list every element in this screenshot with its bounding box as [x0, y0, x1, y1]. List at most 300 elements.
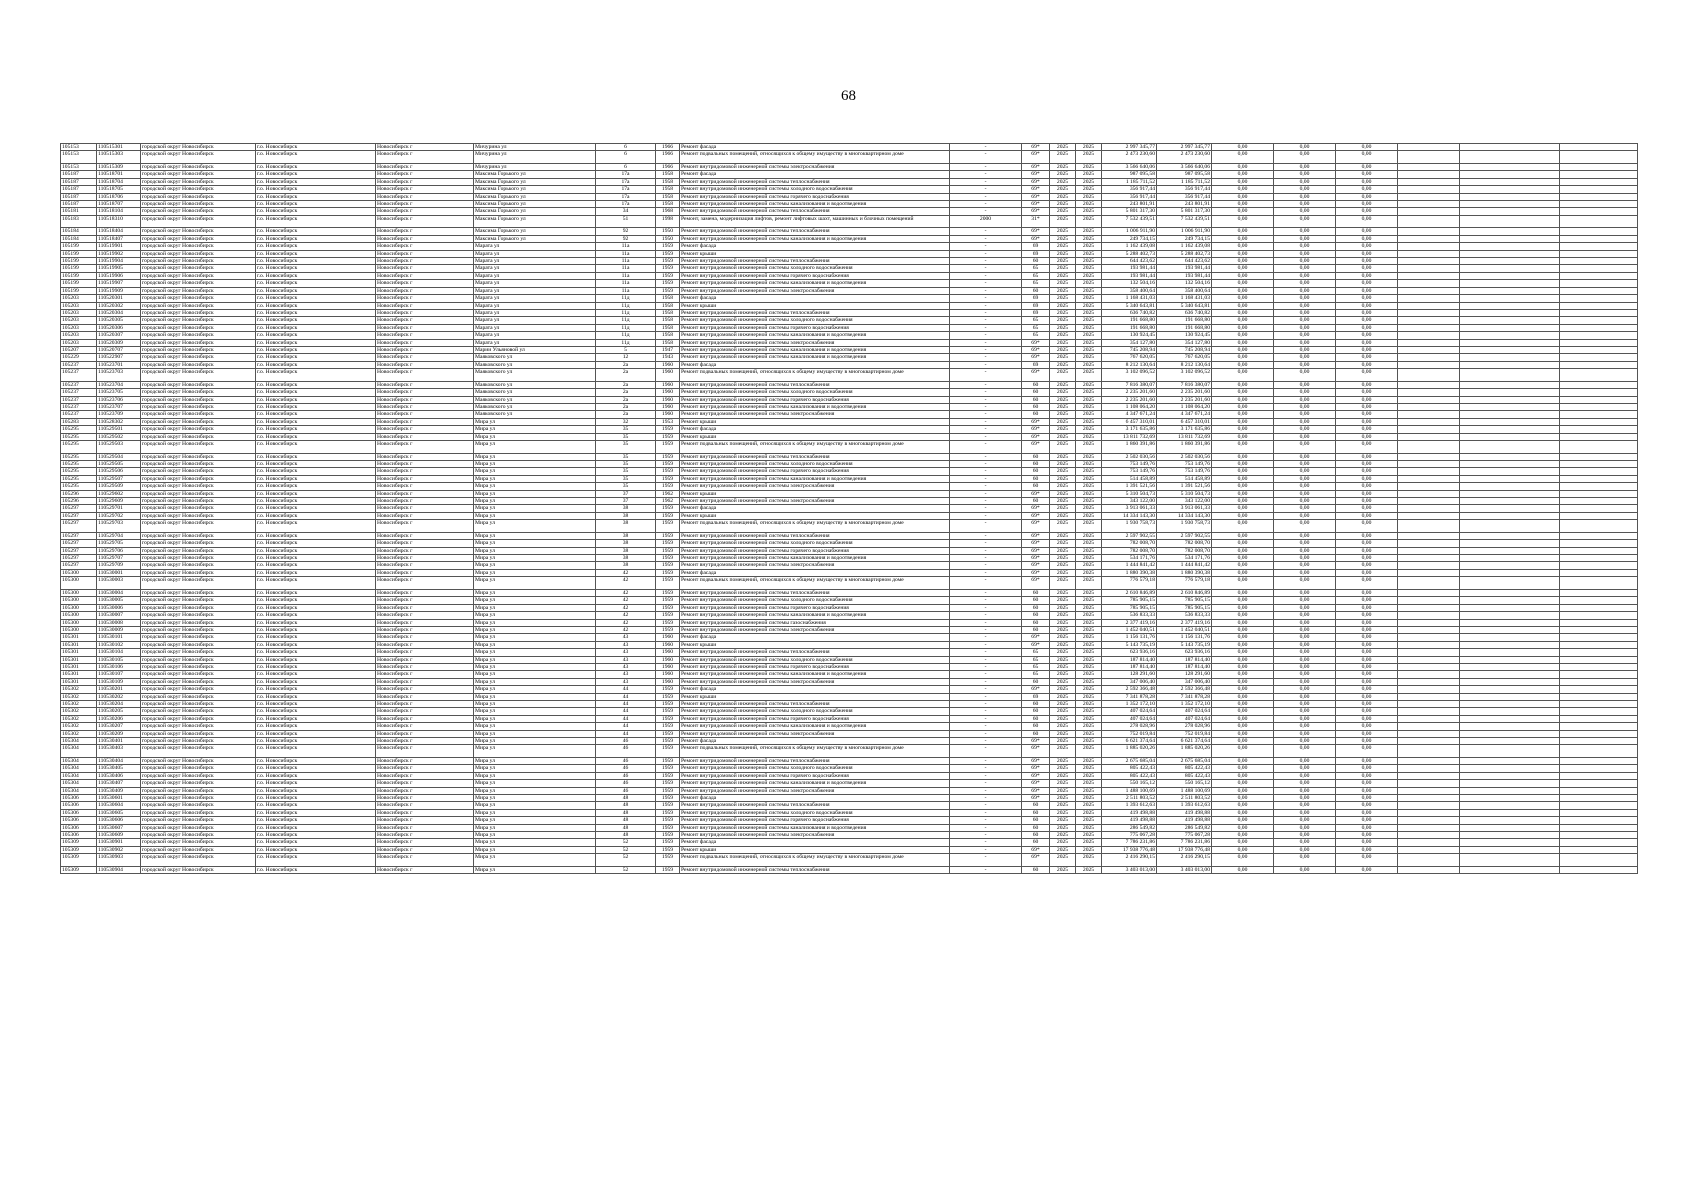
cell-cost-fund: 785 905,15 — [1157, 597, 1212, 604]
cell-locality: Новосибирск г — [376, 589, 474, 596]
cell-municipality: г.о. Новосибирск — [256, 730, 376, 737]
cell-street: Мира ул — [474, 612, 596, 619]
cell-empty — [1560, 324, 1638, 331]
cell-plan-end-year: 2025 — [1076, 809, 1102, 816]
cell-work-type: Ремонт внутридомовой инженерной системы горячего водоснабжения — [680, 193, 950, 200]
cell-wear-percent: 69* — [1022, 512, 1050, 519]
cell-cost-budget-federal: 0,00 — [1212, 361, 1274, 368]
cell-empty — [1560, 730, 1638, 737]
cell-total-cost: 767 620,05 — [1102, 354, 1157, 361]
cell-work-type: Ремонт фасада — [680, 361, 950, 368]
cell-cost-budget-local: 0,00 — [1336, 381, 1398, 388]
cell-lift-year: - — [950, 730, 1022, 737]
cell-work-id: 110530109 — [97, 678, 141, 685]
cell-build-year: 1959 — [656, 693, 680, 700]
cell-cost-fund: 776 579,18 — [1157, 577, 1212, 590]
cell-work-type: Ремонт внутридомовой инженерной системы теплоснабжения — [680, 802, 950, 809]
cell-total-cost: 753 149,76 — [1102, 468, 1157, 475]
table-row — [61, 589, 1638, 596]
cell-house: 11а — [596, 250, 656, 257]
table-row — [61, 738, 1638, 745]
cell-municipal-district: городской округ Новосибирск — [141, 730, 256, 737]
cell-wear-percent: 60 — [1022, 381, 1050, 388]
cell-municipality: г.о. Новосибирск — [256, 634, 376, 641]
cell-municipal-district: городской округ Новосибирск — [141, 547, 256, 554]
cell-plan-end-year: 2025 — [1076, 483, 1102, 490]
cell-total-cost: 2 377 419,16 — [1102, 619, 1157, 626]
cell-cost-budget-federal: 0,00 — [1212, 604, 1274, 611]
cell-municipality: г.о. Новосибирск — [256, 758, 376, 765]
cell-building-id: 105187 — [61, 201, 97, 208]
cell-locality: Новосибирск г — [376, 824, 474, 831]
cell-build-year: 1960 — [656, 361, 680, 368]
cell-wear-percent: 60 — [1022, 824, 1050, 831]
cell-plan-start-year: 2025 — [1050, 589, 1076, 596]
cell-plan-start-year: 2025 — [1050, 381, 1076, 388]
cell-work-type: Ремонт фасада — [680, 505, 950, 512]
cell-cost-budget-regional: 0,00 — [1274, 505, 1336, 512]
cell-building-id: 105300 — [61, 589, 97, 596]
cell-street: Мира ул — [474, 715, 596, 722]
cell-municipality: г.о. Новосибирск — [256, 772, 376, 779]
cell-wear-percent: 69* — [1022, 745, 1050, 758]
cell-empty — [1560, 649, 1638, 656]
cell-municipal-district: городской округ Новосибирск — [141, 468, 256, 475]
cell-municipality: г.о. Новосибирск — [256, 396, 376, 403]
cell-cost-budget-federal: 0,00 — [1212, 317, 1274, 324]
cell-cost-fund: 2 377 419,16 — [1157, 619, 1212, 626]
cell-street: Мира ул — [474, 649, 596, 656]
cell-plan-start-year: 2025 — [1050, 498, 1076, 505]
cell-cost-fund: 805 422,43 — [1157, 772, 1212, 779]
cell-house: 17а — [596, 201, 656, 208]
cell-cost-budget-federal: 0,00 — [1212, 802, 1274, 809]
cell-plan-start-year: 2025 — [1050, 272, 1076, 279]
cell-building-id: 105304 — [61, 780, 97, 787]
cell-municipal-district: городской округ Новосибирск — [141, 418, 256, 425]
cell-wear-percent: 65 — [1022, 324, 1050, 331]
cell-house: 52 — [596, 866, 656, 873]
cell-municipality: г.о. Новосибирск — [256, 144, 376, 151]
cell-plan-start-year: 2025 — [1050, 389, 1076, 396]
cell-cost-fund: 6 621 374,64 — [1157, 738, 1212, 745]
cell-build-year: 1959 — [656, 597, 680, 604]
cell-work-id: 110518104 — [97, 208, 141, 215]
cell-empty — [1560, 780, 1638, 787]
cell-total-cost: 1 156 131,76 — [1102, 634, 1157, 641]
cell-house: 43 — [596, 656, 656, 663]
cell-build-year: 1959 — [656, 562, 680, 569]
cell-building-id: 105184 — [61, 235, 97, 242]
cell-empty — [1460, 569, 1560, 576]
cell-plan-start-year: 2025 — [1050, 765, 1076, 772]
cell-total-cost: 1 162 439,08 — [1102, 243, 1157, 250]
cell-cost-fund: 753 149,76 — [1157, 461, 1212, 468]
cell-street: Мира ул — [474, 802, 596, 809]
cell-work-id: 110530104 — [97, 649, 141, 656]
cell-wear-percent: 60 — [1022, 619, 1050, 626]
cell-cost-budget-regional: 0,00 — [1274, 758, 1336, 765]
cell-work-id: 110530003 — [97, 577, 141, 590]
cell-municipal-district: городской округ Новосибирск — [141, 361, 256, 368]
page-number: 68 — [841, 88, 856, 104]
table-row — [61, 686, 1638, 693]
cell-municipality: г.о. Новосибирск — [256, 663, 376, 670]
cell-locality: Новосибирск г — [376, 361, 474, 368]
cell-cost-budget-federal: 0,00 — [1212, 817, 1274, 824]
cell-empty — [1398, 730, 1460, 737]
cell-build-year: 1960 — [656, 634, 680, 641]
table-row — [61, 475, 1638, 482]
cell-municipal-district: городской округ Новосибирск — [141, 483, 256, 490]
cell-municipal-district: городской округ Новосибирск — [141, 809, 256, 816]
cell-work-id: 110529707 — [97, 555, 141, 562]
cell-house: 35 — [596, 433, 656, 440]
cell-house: 43 — [596, 671, 656, 678]
cell-empty — [1398, 441, 1460, 454]
cell-work-type: Ремонт внутридомовой инженерной системы холодного водоснабжения — [680, 265, 950, 272]
cell-wear-percent: 60 — [1022, 287, 1050, 294]
cell-cost-fund: 534 171,76 — [1157, 555, 1212, 562]
cell-work-type: Ремонт внутридомовой инженерной системы холодного водоснабжения — [680, 765, 950, 772]
cell-municipality: г.о. Новосибирск — [256, 441, 376, 454]
cell-empty — [1460, 839, 1560, 846]
cell-plan-end-year: 2025 — [1076, 715, 1102, 722]
cell-build-year: 1959 — [656, 795, 680, 802]
cell-build-year: 1959 — [656, 738, 680, 745]
cell-work-type: Ремонт внутридомовой инженерной системы теплоснабжения — [680, 228, 950, 235]
cell-empty — [1560, 433, 1638, 440]
cell-build-year: 1958 — [656, 295, 680, 302]
cell-plan-start-year: 2025 — [1050, 715, 1076, 722]
cell-municipal-district: городской округ Новосибирск — [141, 324, 256, 331]
cell-total-cost: 17 938 776,48 — [1102, 846, 1157, 853]
cell-cost-fund: 3 913 061,33 — [1157, 505, 1212, 512]
cell-municipality: г.о. Новосибирск — [256, 700, 376, 707]
cell-building-id: 105297 — [61, 562, 97, 569]
table-row — [61, 461, 1638, 468]
cell-cost-budget-local: 0,00 — [1336, 817, 1398, 824]
table-row — [61, 626, 1638, 633]
cell-empty — [1398, 433, 1460, 440]
table-row — [61, 532, 1638, 539]
cell-work-id: 110518706 — [97, 193, 141, 200]
register-table — [60, 143, 1638, 874]
table-row — [61, 243, 1638, 250]
cell-total-cost: 1 452 040,51 — [1102, 626, 1157, 633]
cell-total-cost: 1 885 020,26 — [1102, 745, 1157, 758]
cell-empty — [1560, 418, 1638, 425]
cell-empty — [1560, 144, 1638, 151]
cell-total-cost: 4 347 671,24 — [1102, 411, 1157, 418]
cell-empty — [1560, 555, 1638, 562]
cell-cost-budget-regional: 0,00 — [1274, 228, 1336, 235]
cell-house: 42 — [596, 626, 656, 633]
cell-work-id: 110519901 — [97, 243, 141, 250]
cell-building-id: 105199 — [61, 265, 97, 272]
cell-house: 46 — [596, 758, 656, 765]
cell-house: 42 — [596, 569, 656, 576]
cell-cost-budget-federal: 0,00 — [1212, 597, 1274, 604]
cell-empty — [1560, 839, 1638, 846]
cell-plan-start-year: 2025 — [1050, 369, 1076, 382]
cell-wear-percent: 60 — [1022, 483, 1050, 490]
cell-cost-budget-local: 0,00 — [1336, 490, 1398, 497]
cell-house: 11д — [596, 317, 656, 324]
cell-cost-budget-regional: 0,00 — [1274, 324, 1336, 331]
cell-build-year: 1958 — [656, 201, 680, 208]
cell-empty — [1460, 411, 1560, 418]
cell-empty — [1398, 686, 1460, 693]
table-row — [61, 817, 1638, 824]
cell-empty — [1460, 824, 1560, 831]
cell-cost-budget-local: 0,00 — [1336, 547, 1398, 554]
cell-cost-fund: 1 393 612,63 — [1157, 802, 1212, 809]
cell-street: Мира ул — [474, 758, 596, 765]
cell-empty — [1460, 369, 1560, 382]
cell-lift-year: - — [950, 656, 1022, 663]
cell-work-id: 110530403 — [97, 745, 141, 758]
table-row — [61, 295, 1638, 302]
cell-house: 11а — [596, 280, 656, 287]
cell-street: Мира ул — [474, 453, 596, 460]
table-row — [61, 164, 1638, 171]
cell-building-id: 105187 — [61, 186, 97, 193]
cell-plan-start-year: 2025 — [1050, 839, 1076, 846]
cell-wear-percent: 69* — [1022, 441, 1050, 454]
cell-lift-year: - — [950, 765, 1022, 772]
cell-locality: Новосибирск г — [376, 663, 474, 670]
cell-locality: Новосибирск г — [376, 532, 474, 539]
cell-locality: Новосибирск г — [376, 839, 474, 846]
cell-street: Мира ул — [474, 520, 596, 533]
cell-empty — [1398, 787, 1460, 794]
cell-work-type: Ремонт внутридомовой инженерной системы горячего водоснабжения — [680, 604, 950, 611]
cell-cost-budget-regional: 0,00 — [1274, 671, 1336, 678]
cell-plan-end-year: 2025 — [1076, 817, 1102, 824]
cell-work-type: Ремонт внутридомовой инженерной системы канализования и водоотведения — [680, 403, 950, 410]
table-row — [61, 483, 1638, 490]
cell-empty — [1398, 475, 1460, 482]
cell-empty — [1460, 520, 1560, 533]
cell-cost-fund: 358 400,64 — [1157, 287, 1212, 294]
cell-plan-start-year: 2025 — [1050, 723, 1076, 730]
cell-total-cost: 1 930 758,73 — [1102, 520, 1157, 533]
cell-street: Мира ул — [474, 817, 596, 824]
table-row — [61, 354, 1638, 361]
cell-empty — [1460, 809, 1560, 816]
cell-empty — [1398, 381, 1460, 388]
cell-work-id: 110523703 — [97, 369, 141, 382]
cell-empty — [1460, 795, 1560, 802]
cell-municipality: г.о. Новосибирск — [256, 250, 376, 257]
cell-build-year: 1960 — [656, 671, 680, 678]
cell-cost-budget-federal: 0,00 — [1212, 339, 1274, 346]
cell-locality: Новосибирск г — [376, 332, 474, 339]
cell-municipal-district: городской округ Новосибирск — [141, 490, 256, 497]
cell-cost-fund: 1 930 758,73 — [1157, 520, 1212, 533]
cell-building-id: 105295 — [61, 433, 97, 440]
cell-cost-budget-local: 0,00 — [1336, 656, 1398, 663]
cell-house: 5 — [596, 346, 656, 353]
cell-cost-budget-regional: 0,00 — [1274, 723, 1336, 730]
cell-empty — [1560, 700, 1638, 707]
cell-municipality: г.о. Новосибирск — [256, 235, 376, 242]
cell-work-id: 110523706 — [97, 396, 141, 403]
cell-municipality: г.о. Новосибирск — [256, 369, 376, 382]
cell-cost-fund: 1 452 040,51 — [1157, 626, 1212, 633]
cell-municipal-district: городской округ Новосибирск — [141, 626, 256, 633]
cell-plan-end-year: 2025 — [1076, 824, 1102, 831]
cell-work-type: Ремонт внутридомовой инженерной системы канализования и водоотведения — [680, 824, 950, 831]
cell-locality: Новосибирск г — [376, 243, 474, 250]
table-row — [61, 369, 1638, 382]
cell-work-id: 110530407 — [97, 780, 141, 787]
cell-municipality: г.о. Новосибирск — [256, 612, 376, 619]
cell-cost-budget-regional: 0,00 — [1274, 730, 1336, 737]
cell-cost-budget-local: 0,00 — [1336, 641, 1398, 648]
cell-municipal-district: городской округ Новосибирск — [141, 178, 256, 185]
cell-cost-budget-local: 0,00 — [1336, 235, 1398, 242]
cell-work-type: Ремонт внутридомовой инженерной системы электроснабжения — [680, 339, 950, 346]
cell-municipality: г.о. Новосибирск — [256, 723, 376, 730]
cell-cost-fund: 5 288 402,73 — [1157, 250, 1212, 257]
cell-work-type: Ремонт внутридомовой инженерной системы холодного водоснабжения — [680, 708, 950, 715]
cell-building-id: 105297 — [61, 512, 97, 519]
cell-total-cost: 636 740,82 — [1102, 309, 1157, 316]
cell-build-year: 1947 — [656, 346, 680, 353]
cell-municipal-district: городской округ Новосибирск — [141, 656, 256, 663]
cell-empty — [1460, 433, 1560, 440]
cell-empty — [1460, 772, 1560, 779]
cell-cost-fund: 805 422,43 — [1157, 765, 1212, 772]
cell-cost-budget-local: 0,00 — [1336, 193, 1398, 200]
cell-wear-percent: 69* — [1022, 235, 1050, 242]
cell-cost-budget-local: 0,00 — [1336, 730, 1398, 737]
cell-empty — [1398, 403, 1460, 410]
cell-street: Мира ул — [474, 795, 596, 802]
cell-municipal-district: городской округ Новосибирск — [141, 589, 256, 596]
cell-street: Маяковского ул — [474, 369, 596, 382]
cell-municipality: г.о. Новосибирск — [256, 208, 376, 215]
cell-empty — [1560, 258, 1638, 265]
cell-build-year: 1959 — [656, 758, 680, 765]
cell-work-type: Ремонт внутридомовой инженерной системы электроснабжения — [680, 287, 950, 294]
cell-plan-start-year: 2025 — [1050, 787, 1076, 794]
cell-total-cost: 13 811 732,69 — [1102, 433, 1157, 440]
cell-build-year: 1959 — [656, 483, 680, 490]
table-row — [61, 151, 1638, 164]
cell-build-year: 1950 — [656, 228, 680, 235]
cell-empty — [1398, 144, 1460, 151]
cell-total-cost: 623 936,16 — [1102, 649, 1157, 656]
table-row — [61, 846, 1638, 853]
cell-building-id: 105181 — [61, 208, 97, 215]
cell-plan-end-year: 2025 — [1076, 723, 1102, 730]
cell-locality: Новосибирск г — [376, 317, 474, 324]
cell-cost-budget-regional: 0,00 — [1274, 490, 1336, 497]
cell-empty — [1398, 520, 1460, 533]
cell-total-cost: 1 880 390,38 — [1102, 569, 1157, 576]
cell-cost-budget-regional: 0,00 — [1274, 866, 1336, 873]
cell-building-id: 105301 — [61, 641, 97, 648]
cell-empty — [1560, 193, 1638, 200]
cell-street: Максима Горького ул — [474, 208, 596, 215]
cell-plan-end-year: 2025 — [1076, 686, 1102, 693]
cell-wear-percent: 69* — [1022, 795, 1050, 802]
cell-empty — [1398, 547, 1460, 554]
cell-wear-percent: 69* — [1022, 854, 1050, 867]
cell-plan-start-year: 2025 — [1050, 186, 1076, 193]
cell-empty — [1560, 426, 1638, 433]
cell-plan-end-year: 2025 — [1076, 589, 1102, 596]
cell-empty — [1398, 597, 1460, 604]
cell-municipal-district: городской округ Новосибирск — [141, 597, 256, 604]
cell-lift-year: - — [950, 619, 1022, 626]
cell-cost-budget-federal: 0,00 — [1212, 243, 1274, 250]
cell-wear-percent: 69 — [1022, 250, 1050, 257]
table-row — [61, 520, 1638, 533]
cell-lift-year: - — [950, 505, 1022, 512]
cell-build-year: 1959 — [656, 832, 680, 839]
cell-build-year: 1959 — [656, 780, 680, 787]
cell-cost-budget-federal: 0,00 — [1212, 295, 1274, 302]
cell-empty — [1560, 250, 1638, 257]
cell-wear-percent: 69* — [1022, 505, 1050, 512]
cell-municipality: г.о. Новосибирск — [256, 656, 376, 663]
cell-work-type: Ремонт внутридомовой инженерной системы теплоснабжения — [680, 453, 950, 460]
cell-cost-fund: 752 019,84 — [1157, 730, 1212, 737]
cell-cost-budget-regional: 0,00 — [1274, 765, 1336, 772]
cell-cost-budget-regional: 0,00 — [1274, 708, 1336, 715]
cell-cost-budget-federal: 0,00 — [1212, 678, 1274, 685]
cell-empty — [1460, 730, 1560, 737]
cell-municipality: г.о. Новосибирск — [256, 854, 376, 867]
cell-municipal-district: городской округ Новосибирск — [141, 787, 256, 794]
cell-street: Мира ул — [474, 483, 596, 490]
cell-municipal-district: городской округ Новосибирск — [141, 164, 256, 171]
cell-work-id: 110515309 — [97, 164, 141, 171]
cell-house: 43 — [596, 663, 656, 670]
cell-street: Мира ул — [474, 468, 596, 475]
cell-cost-budget-regional: 0,00 — [1274, 802, 1336, 809]
table-row — [61, 512, 1638, 519]
cell-municipal-district: городской округ Новосибирск — [141, 461, 256, 468]
cell-build-year: 1959 — [656, 547, 680, 554]
cell-municipal-district: городской округ Новосибирск — [141, 846, 256, 853]
cell-cost-budget-local: 0,00 — [1336, 626, 1398, 633]
cell-lift-year: - — [950, 678, 1022, 685]
cell-work-type: Ремонт внутридомовой инженерной системы канализования и водоотведения — [680, 555, 950, 562]
cell-lift-year: - — [950, 604, 1022, 611]
cell-house: 11а — [596, 258, 656, 265]
cell-cost-budget-federal: 0,00 — [1212, 589, 1274, 596]
cell-locality: Новосибирск г — [376, 700, 474, 707]
cell-total-cost: 805 422,43 — [1102, 765, 1157, 772]
cell-work-type: Ремонт подвальных помещений, относящихся к общему имуществу в многоквартирном доме — [680, 369, 950, 382]
cell-empty — [1398, 745, 1460, 758]
cell-wear-percent: 69* — [1022, 846, 1050, 853]
cell-cost-budget-regional: 0,00 — [1274, 715, 1336, 722]
cell-empty — [1398, 339, 1460, 346]
cell-cost-fund: 132 504,16 — [1157, 280, 1212, 287]
cell-empty — [1398, 765, 1460, 772]
cell-empty — [1560, 597, 1638, 604]
cell-work-id: 110519904 — [97, 258, 141, 265]
cell-plan-end-year: 2025 — [1076, 839, 1102, 846]
cell-lift-year: - — [950, 663, 1022, 670]
cell-municipality: г.о. Новосибирск — [256, 411, 376, 418]
